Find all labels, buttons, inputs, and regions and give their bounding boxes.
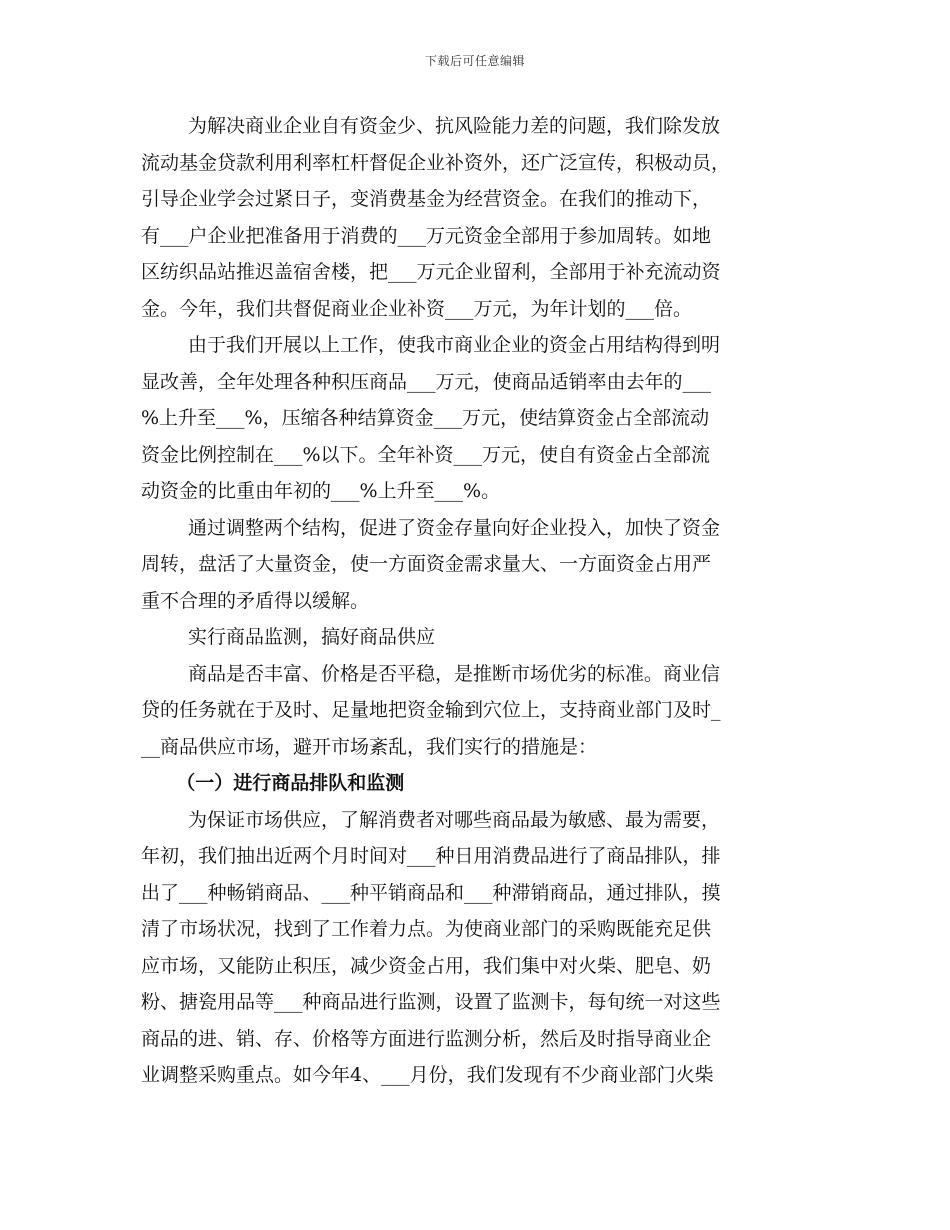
paragraph-line: 动资金的比重由年初的___%上升至___%。 [141, 480, 501, 502]
paragraph-line: 为解决商业企业自有资金少、抗风险能力差的问题，我们除发放 [188, 115, 721, 137]
paragraph-line: 粉、搪瓷用品等___种商品进行监测，设置了监测卡，每旬统一对这些 [141, 991, 721, 1013]
paragraph-line: 区纺织品站推迟盖宿舍楼，把___万元企业留利，全部用于补充流动资 [141, 261, 721, 283]
paragraph-line: 应市场，又能防止积压，减少资金占用，我们集中对火柴、肥皂、奶 [141, 954, 712, 977]
document-body [141, 108, 813, 1094]
paragraph-line: 流动基金贷款利用利率杠杆督促企业补资外，还广泛宣传，积极动员， [141, 151, 731, 174]
section-heading: （一）进行商品排队和监测 [176, 772, 405, 794]
paragraph-line: 出了___种畅销商品、___种平销商品和___种滞销商品，通过排队，摸 [141, 881, 721, 904]
paragraph-line: 为保证市场供应，了解消费者对哪些商品最为敏感、最为需要， [188, 808, 721, 831]
paragraph-line: __商品供应市场，避开市场紊乱，我们实行的措施是： [141, 735, 598, 758]
paragraph-line: 实行商品监测，搞好商品供应 [188, 626, 436, 648]
paragraph-line: 通过调整两个结构，促进了资金存量向好企业投入，加快了资金 [188, 516, 721, 539]
paragraph-line: 金。今年，我们共督促商业企业补资___万元，为年计划的___倍。 [141, 297, 693, 320]
paragraph-line: 资金比例控制在___%以下。全年补资___万元，使自有资金占全部流 [141, 443, 711, 466]
paragraph-line: 业调整采购重点。如今年4、___月份，我们发现有不少商业部门火柴 [141, 1064, 714, 1086]
paragraph-line: %上升至___%，压缩各种结算资金___万元，使结算资金占全部流动 [141, 407, 710, 429]
paragraph-line: 商品是否丰富、价格是否平稳，是推断市场优劣的标准。商业信 [188, 662, 721, 685]
paragraph-line: 由于我们开展以上工作，使我市商业企业的资金占用结构得到明 [188, 334, 721, 356]
paragraph-line: 重不合理的矛盾得以缓解。 [141, 589, 370, 612]
paragraph-line: 商品的进、销、存、价格等方面进行监测分析，然后及时指导商业企 [141, 1027, 712, 1050]
paragraph-line: 贷的任务就在于及时、足量地把资金输到穴位上，支持商业部门及时_ [141, 699, 721, 721]
paragraph-line: 清了市场状况，找到了工作着力点。为使商业部门的采购既能充足供 [141, 918, 712, 940]
page-header: 下载后可任意编辑 [424, 54, 525, 68]
paragraph-line: 引导企业学会过紧日子，变消费基金为经营资金。在我们的推动下， [141, 188, 712, 210]
paragraph-line: 有___户企业把准备用于消费的___万元资金全部用于参加周转。如地 [141, 224, 712, 247]
paragraph-line: 周转，盘活了大量资金，使一方面资金需求量大、一方面资金占用严 [141, 553, 712, 575]
paragraph-line: 年初，我们抽出近两个月时间对___种日用消费品进行了商品排队，排 [141, 845, 721, 867]
paragraph-line: 显改善，全年处理各种积压商品___万元，使商品适销率由去年的___ [141, 370, 712, 393]
